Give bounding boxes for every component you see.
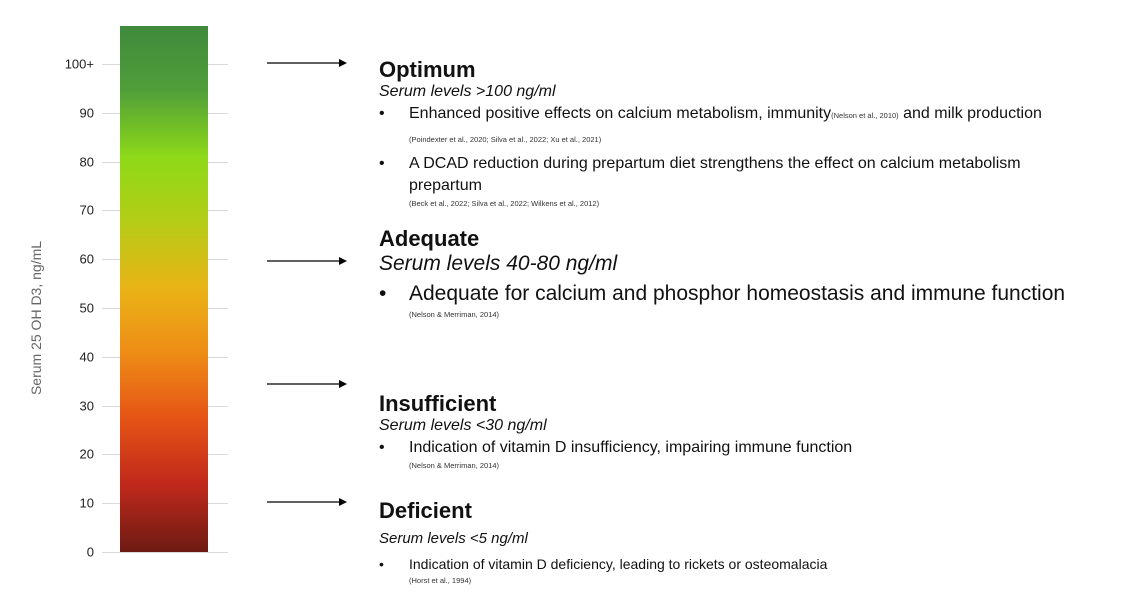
gridline xyxy=(102,552,228,553)
bullet-text: A DCAD reduction during prepartum diet strengthens the effect on calcium metabolism prepartum xyxy=(409,155,1021,194)
section-adequate xyxy=(379,226,1119,319)
serum-level-gradient-bar xyxy=(120,26,208,552)
arrow-adequate xyxy=(267,256,347,266)
section-title: Optimum xyxy=(379,57,476,82)
arrow-deficient xyxy=(267,497,347,507)
section-subtitle: Serum levels 40-80 ng/ml xyxy=(379,252,618,275)
bullet-text: Enhanced positive effects on calcium metabolism, immunity xyxy=(409,105,832,122)
section-title: Adequate xyxy=(379,226,480,251)
tick-label: 60 xyxy=(79,251,94,267)
tick-label: 90 xyxy=(79,105,94,121)
tick-label: 10 xyxy=(79,495,94,511)
tick-label: 70 xyxy=(79,202,94,218)
tick-label: 40 xyxy=(79,349,94,365)
tick-label: 50 xyxy=(79,300,94,316)
list-item xyxy=(379,555,1079,574)
citation: (Nelson et al., 2010) xyxy=(831,111,899,120)
section-subtitle: Serum levels <30 ng/ml xyxy=(379,417,547,434)
bullet-text: Indication of vitamin D insufficiency, impairing immune function xyxy=(409,439,853,456)
citation: (Horst et al., 1994) xyxy=(409,576,472,585)
bullet-text: Adequate for calcium and phosphor homeostasis and immune function xyxy=(409,282,1066,305)
section-insufficient xyxy=(379,391,1079,470)
bullet-text: Indication of vitamin D deficiency, leading to rickets or osteomalacia xyxy=(409,556,828,572)
section-title: Deficient xyxy=(379,498,472,523)
section-subtitle: Serum levels <5 ng/ml xyxy=(379,530,528,547)
y-axis-label: Serum 25 OH D3, ng/mL xyxy=(28,240,44,396)
section-subtitle: Serum levels >100 ng/ml xyxy=(379,83,556,100)
citation: (Nelson & Merriman, 2014) xyxy=(409,310,500,319)
tick-label: 0 xyxy=(86,544,94,560)
citation: (Nelson & Merriman, 2014) xyxy=(409,461,500,470)
bullet-text: and milk production xyxy=(898,105,1042,122)
tick-label: 30 xyxy=(79,398,94,414)
citation: (Poindexter et al., 2020; Silva et al., 2022; Xu et al., 2021) xyxy=(409,135,602,144)
tick-label: 100+ xyxy=(64,56,94,72)
citation: (Beck et al., 2022; Silva et al., 2022; Wilkens et al., 2012) xyxy=(409,199,600,208)
section-title: Insufficient xyxy=(379,391,497,416)
list-item xyxy=(379,280,1119,308)
list-item xyxy=(379,103,1059,151)
list-item xyxy=(379,437,1079,459)
section-deficient xyxy=(379,498,1079,585)
tick-label: 20 xyxy=(79,446,94,462)
arrow-insufficient xyxy=(267,379,347,389)
list-item xyxy=(379,153,1059,197)
arrow-optimum xyxy=(267,58,347,68)
tick-label: 80 xyxy=(79,154,94,170)
section-optimum xyxy=(379,57,1079,208)
